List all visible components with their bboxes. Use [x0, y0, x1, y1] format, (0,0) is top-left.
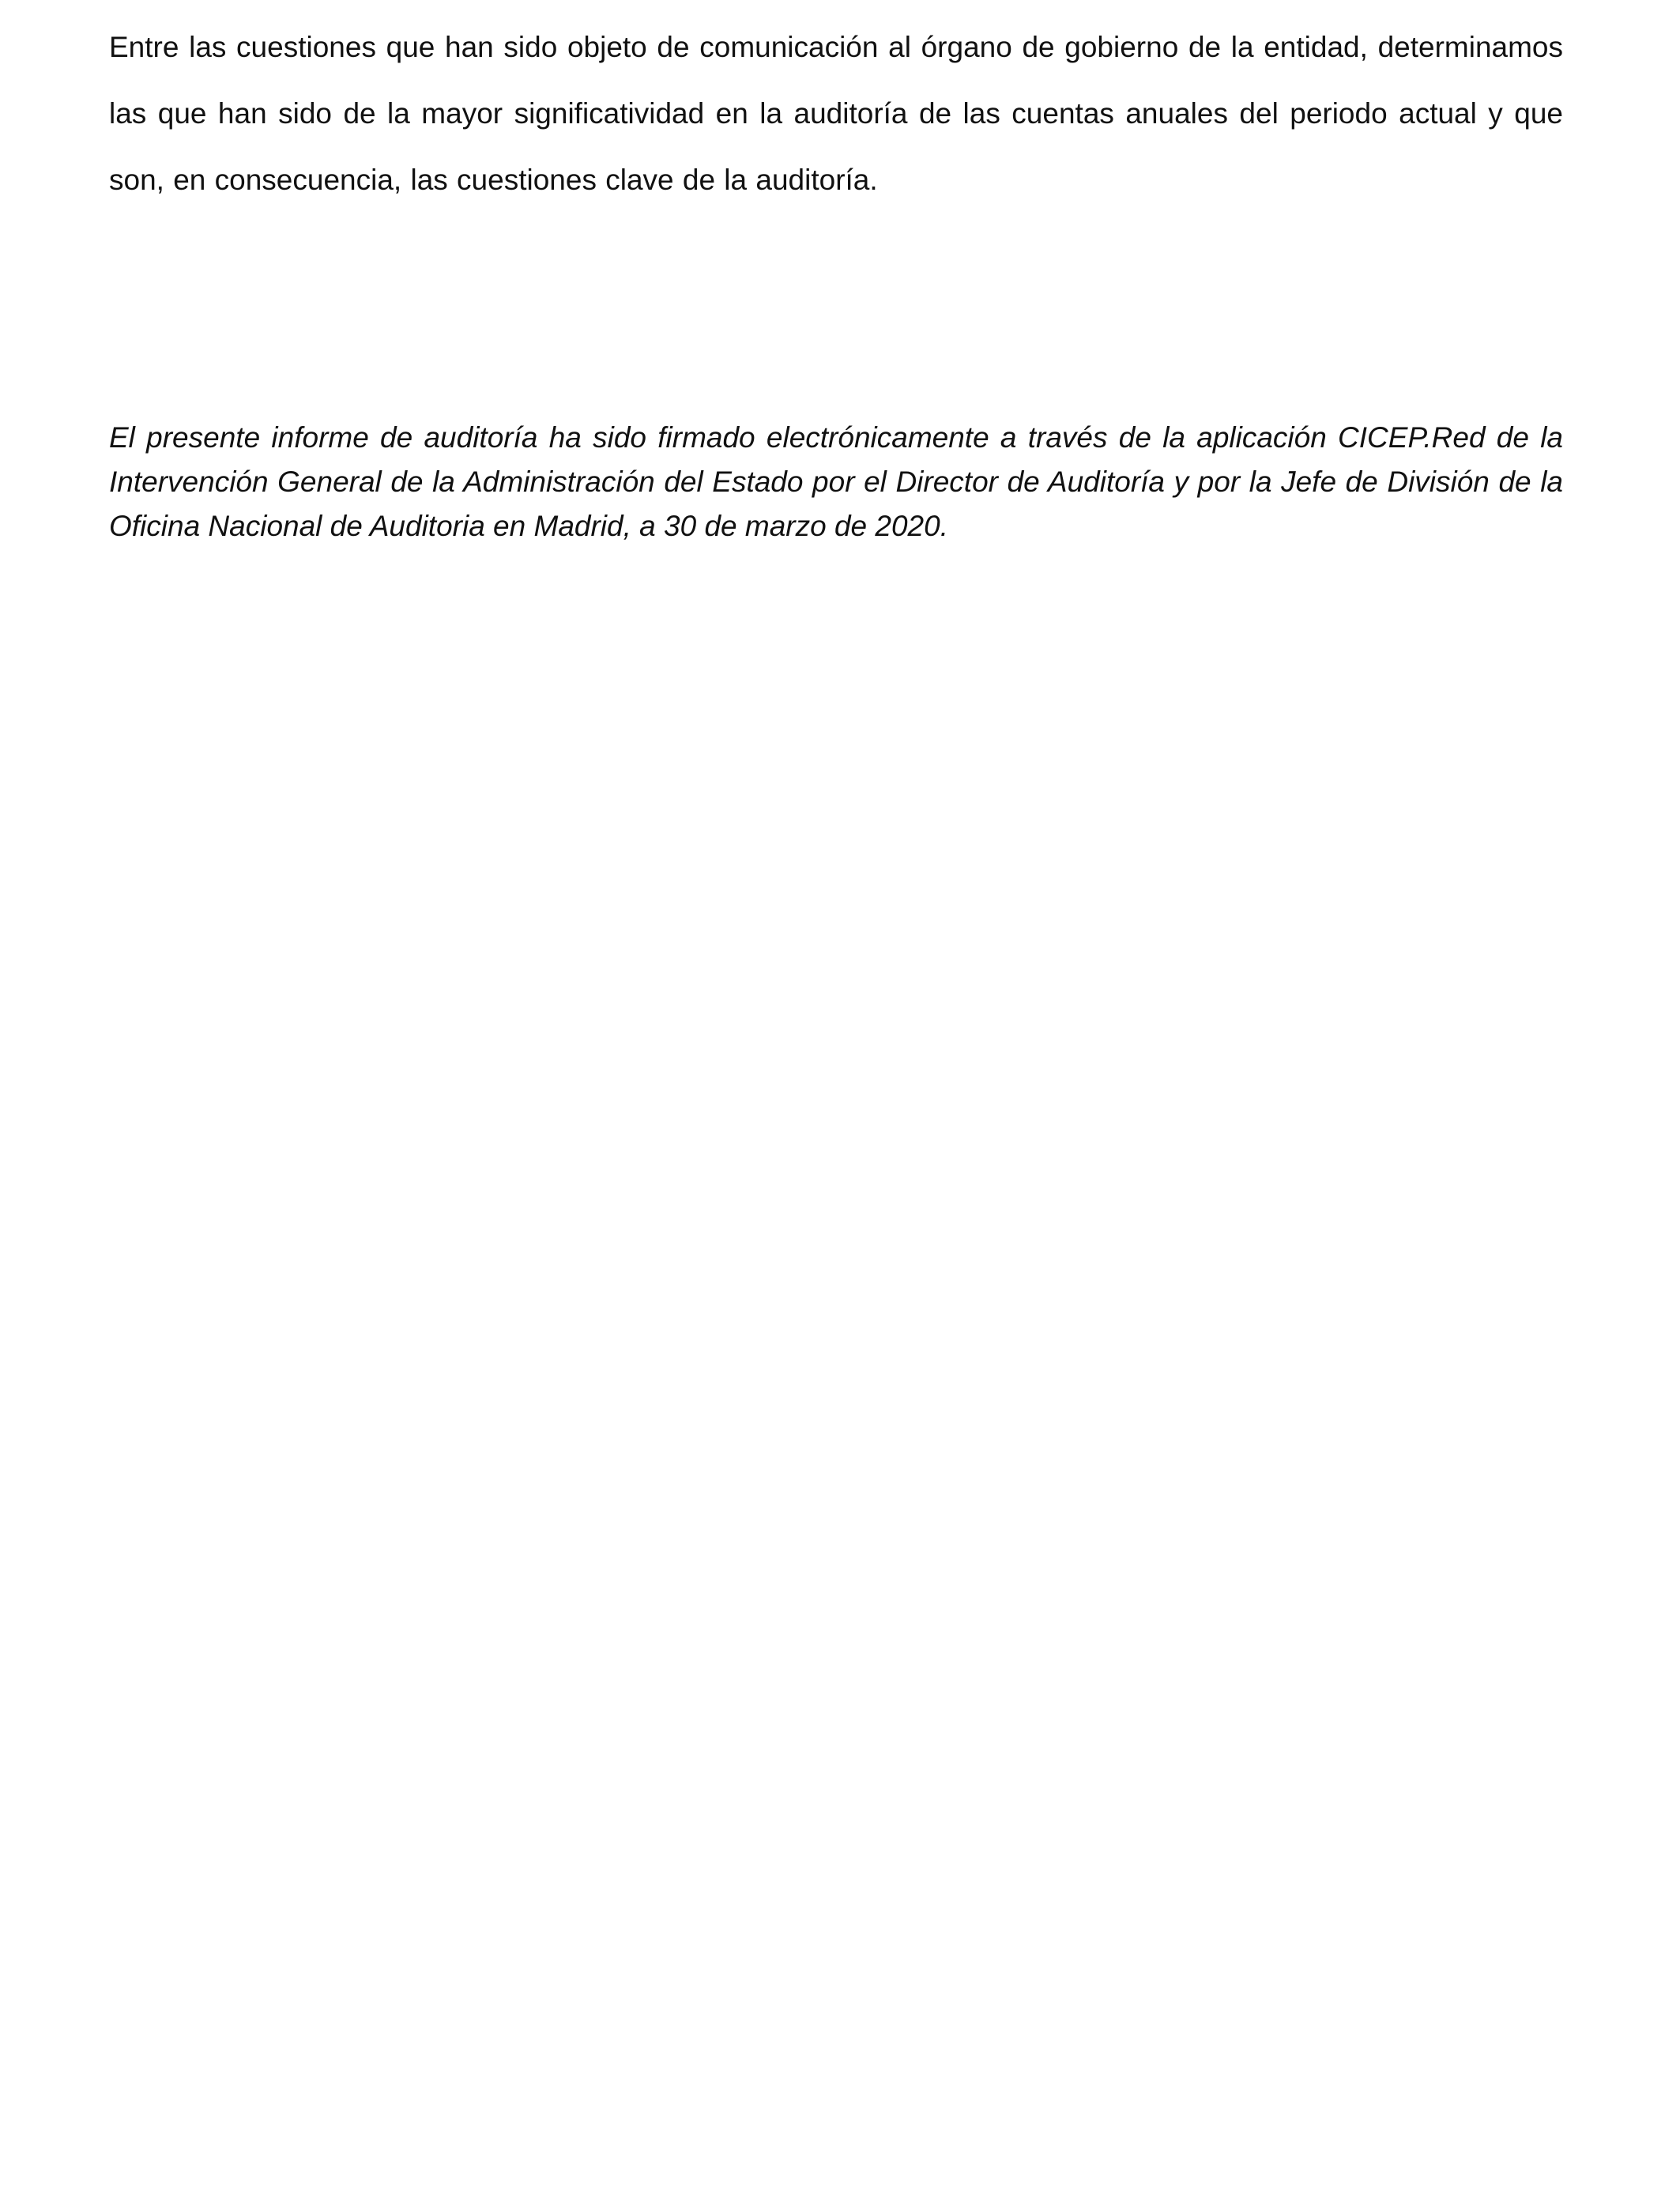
electronic-signature-note: El presente informe de auditoría ha sido firmado electrónicamente a través de la aplicación CICEP.Red de la Intervención General de la Administración del Estado por el Director de Auditoría y por la Jefe de División de la Oficina Nacional de Auditoria en Madrid, a 30 de marzo de 2020. — [109, 421, 1563, 542]
key-audit-matters-paragraph: Entre las cuestiones que han sido objeto de comunicación al órgano de gobierno de la entidad, determinamos las que han sido de la mayor significatividad en la auditoría de las cuentas anuales del periodo actual y que son, en consecuencia, las cuestiones clave de la auditoría. — [109, 31, 1563, 196]
